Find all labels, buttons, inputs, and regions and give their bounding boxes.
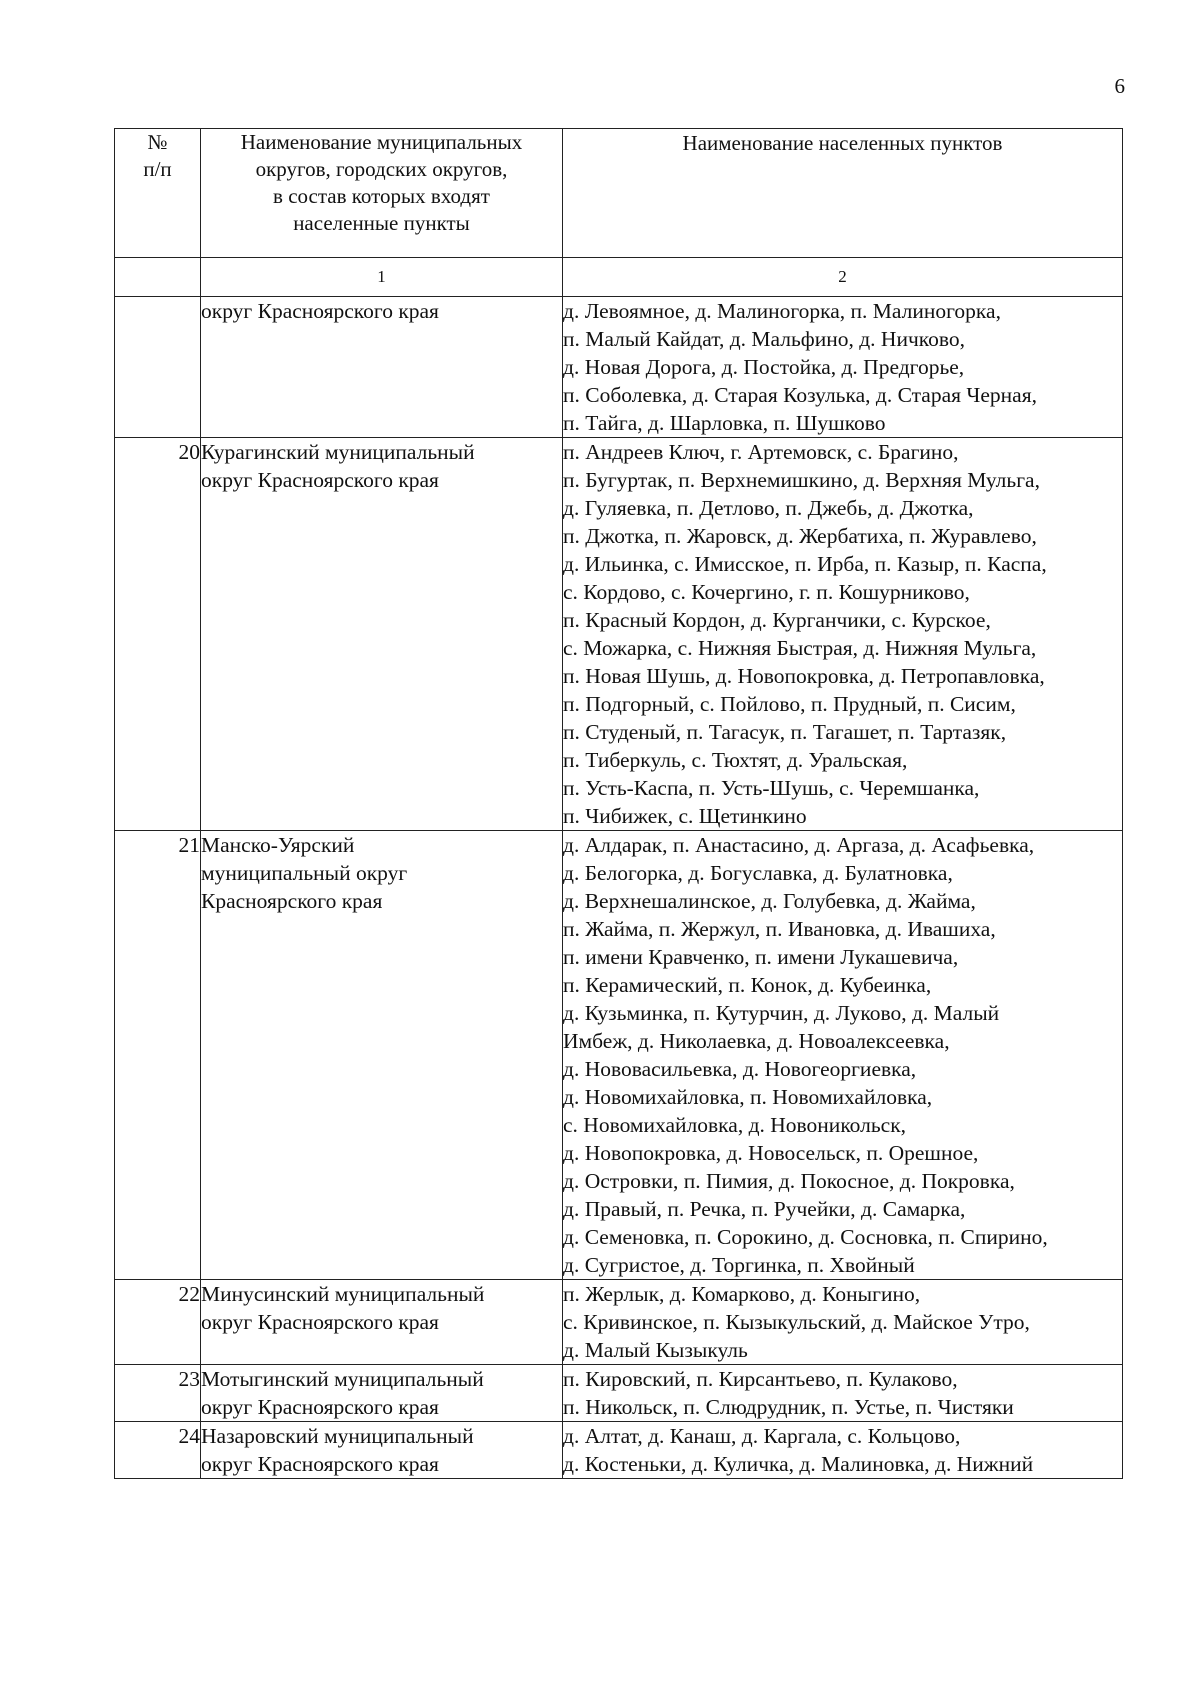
settlements-line: п. Подгорный, с. Пойлово, п. Прудный, п. Сисим, bbox=[563, 692, 1016, 716]
settlements-line: д. Белогорка, д. Богуславка, д. Булатновка, bbox=[563, 861, 953, 885]
settlements-line: п. Кировский, п. Кирсантьево, п. Кулаково, bbox=[563, 1367, 958, 1391]
settlements-line: п. Тиберкуль, с. Тюхтят, д. Уральская, bbox=[563, 748, 908, 772]
settlements-list bbox=[563, 297, 1123, 438]
settlements-line: п. Джотка, п. Жаровск, д. Жербатиха, п. Журавлево, bbox=[563, 524, 1037, 548]
settlements-line: п. Студеный, п. Тагасук, п. Тагашет, п. Тартазяк, bbox=[563, 720, 1007, 744]
settlements-line: п. Бугуртак, п. Верхнемишкино, д. Верхняя Мульга, bbox=[563, 468, 1040, 492]
district-name-line: округ Красноярского края bbox=[201, 468, 439, 492]
settlements-line: п. Керамический, п. Конок, д. Кубеинка, bbox=[563, 973, 932, 997]
settlements-line: п. Соболевка, д. Старая Козулька, д. Старая Черная, bbox=[563, 383, 1037, 407]
column-index-2: 2 bbox=[563, 258, 1123, 297]
settlements-list bbox=[563, 1365, 1123, 1422]
settlements-line: с. Кордово, с. Кочергино, г. п. Кошурниково, bbox=[563, 580, 970, 604]
row-number: 22 bbox=[115, 1280, 201, 1365]
settlements-line: д. Новомихайловка, п. Новомихайловка, bbox=[563, 1085, 933, 1109]
settlements-line: с. Новомихайловка, д. Новоникольск, bbox=[563, 1113, 907, 1137]
district-name-line: Назаровский муниципальный bbox=[201, 1424, 474, 1448]
district-name bbox=[201, 1422, 563, 1479]
settlements-line: п. Тайга, д. Шарловка, п. Шушково bbox=[563, 411, 886, 435]
district-name-line: округ Красноярского края bbox=[201, 299, 439, 323]
settlements-list bbox=[563, 1280, 1123, 1365]
settlements-line: д. Новопокровка, д. Новосельск, п. Орешное, bbox=[563, 1141, 979, 1165]
settlements-line: п. Новая Шушь, д. Новопокровка, д. Петропавловка, bbox=[563, 664, 1045, 688]
settlements-line: д. Гуляевка, п. Детлово, п. Джебь, д. Джотка, bbox=[563, 496, 974, 520]
column-index-row bbox=[115, 258, 1123, 297]
settlements-line: д. Малый Кызыкуль bbox=[563, 1338, 748, 1362]
header-district-name: Наименование муниципальных округов, городских округов, в состав которых входят населенные пункты bbox=[201, 129, 563, 258]
table-body bbox=[115, 297, 1123, 1479]
settlements-line: д. Костеньки, д. Куличка, д. Малиновка, д. Нижний bbox=[563, 1452, 1034, 1476]
settlements-line: д. Верхнешалинское, д. Голубевка, д. Жайма, bbox=[563, 889, 976, 913]
settlements-table bbox=[114, 128, 1123, 1479]
district-name-line: Курагинский муниципальный bbox=[201, 440, 475, 464]
settlements-line: д. Левоямное, д. Малиногорка, п. Малиногорка, bbox=[563, 299, 1001, 323]
settlements-line: д. Новая Дорога, д. Постойка, д. Предгорье, bbox=[563, 355, 965, 379]
page-number: 6 bbox=[1114, 74, 1125, 98]
district-name-line: округ Красноярского края bbox=[201, 1452, 439, 1476]
district-name bbox=[201, 1280, 563, 1365]
settlements-line: Имбеж, д. Николаевка, д. Новоалексеевка, bbox=[563, 1029, 950, 1053]
settlements-line: д. Сугристое, д. Торгинка, п. Хвойный bbox=[563, 1253, 915, 1277]
settlements-line: д. Островки, п. Пимия, д. Покосное, д. Покровка, bbox=[563, 1169, 1015, 1193]
row-number bbox=[115, 297, 201, 438]
header-number: № п/п bbox=[115, 129, 201, 258]
table-row bbox=[115, 1422, 1123, 1479]
district-name-line: Минусинский муниципальный bbox=[201, 1282, 485, 1306]
table-row bbox=[115, 1365, 1123, 1422]
settlements-line: д. Алдарак, п. Анастасино, д. Аргаза, д. Асафьевка, bbox=[563, 833, 1035, 857]
district-name-line: округ Красноярского края bbox=[201, 1310, 439, 1334]
settlements-line: д. Кузьминка, п. Кутурчин, д. Луково, д. Малый bbox=[563, 1001, 1000, 1025]
settlements-line: д. Нововасильевка, д. Новогеоргиевка, bbox=[563, 1057, 917, 1081]
settlements-line: д. Алтат, д. Канаш, д. Каргала, с. Кольцово, bbox=[563, 1424, 961, 1448]
settlements-line: с. Кривинское, п. Кызыкульский, д. Майское Утро, bbox=[563, 1310, 1030, 1334]
column-index-1: 1 bbox=[201, 258, 563, 297]
settlements-line: п. имени Кравченко, п. имени Лукашевича, bbox=[563, 945, 959, 969]
row-number: 24 bbox=[115, 1422, 201, 1479]
settlements-list bbox=[563, 438, 1123, 831]
row-number: 21 bbox=[115, 831, 201, 1280]
table-row bbox=[115, 297, 1123, 438]
district-name-line: округ Красноярского края bbox=[201, 1395, 439, 1419]
row-number: 23 bbox=[115, 1365, 201, 1422]
column-index-0 bbox=[115, 258, 201, 297]
settlements-line: п. Андреев Ключ, г. Артемовск, с. Брагино, bbox=[563, 440, 959, 464]
settlements-line: п. Красный Кордон, д. Курганчики, с. Курское, bbox=[563, 608, 991, 632]
table-row bbox=[115, 1280, 1123, 1365]
settlements-line: п. Никольск, п. Слюдрудник, п. Устье, п. Чистяки bbox=[563, 1395, 1014, 1419]
header-settlements: Наименование населенных пунктов bbox=[563, 129, 1123, 258]
settlements-line: п. Жайма, п. Жержул, п. Ивановка, д. Ивашиха, bbox=[563, 917, 996, 941]
settlements-list bbox=[563, 831, 1123, 1280]
district-name bbox=[201, 297, 563, 438]
settlements-line: д. Семеновка, п. Сорокино, д. Сосновка, п. Спирино, bbox=[563, 1225, 1048, 1249]
settlements-line: д. Правый, п. Речка, п. Ручейки, д. Самарка, bbox=[563, 1197, 966, 1221]
table-header-row bbox=[115, 129, 1123, 258]
district-name-line: Красноярского края bbox=[201, 889, 383, 913]
table-row bbox=[115, 831, 1123, 1280]
settlements-line: п. Усть-Каспа, п. Усть-Шушь, с. Черемшанка, bbox=[563, 776, 980, 800]
row-number: 20 bbox=[115, 438, 201, 831]
district-name bbox=[201, 831, 563, 1280]
district-name-line: муниципальный округ bbox=[201, 861, 408, 885]
settlements-list bbox=[563, 1422, 1123, 1479]
settlements-line: п. Малый Кайдат, д. Мальфино, д. Ничково, bbox=[563, 327, 966, 351]
settlements-line: п. Чибижек, с. Щетинкино bbox=[563, 804, 807, 828]
district-name bbox=[201, 438, 563, 831]
settlements-line: д. Ильинка, с. Имисское, п. Ирба, п. Казыр, п. Каспа, bbox=[563, 552, 1047, 576]
district-name-line: Мотыгинский муниципальный bbox=[201, 1367, 484, 1391]
settlements-line: п. Жерлык, д. Комарково, д. Коныгино, bbox=[563, 1282, 921, 1306]
table-row bbox=[115, 438, 1123, 831]
settlements-line: с. Можарка, с. Нижняя Быстрая, д. Нижняя Мульга, bbox=[563, 636, 1037, 660]
district-name bbox=[201, 1365, 563, 1422]
district-name-line: Манско-Уярский bbox=[201, 833, 355, 857]
